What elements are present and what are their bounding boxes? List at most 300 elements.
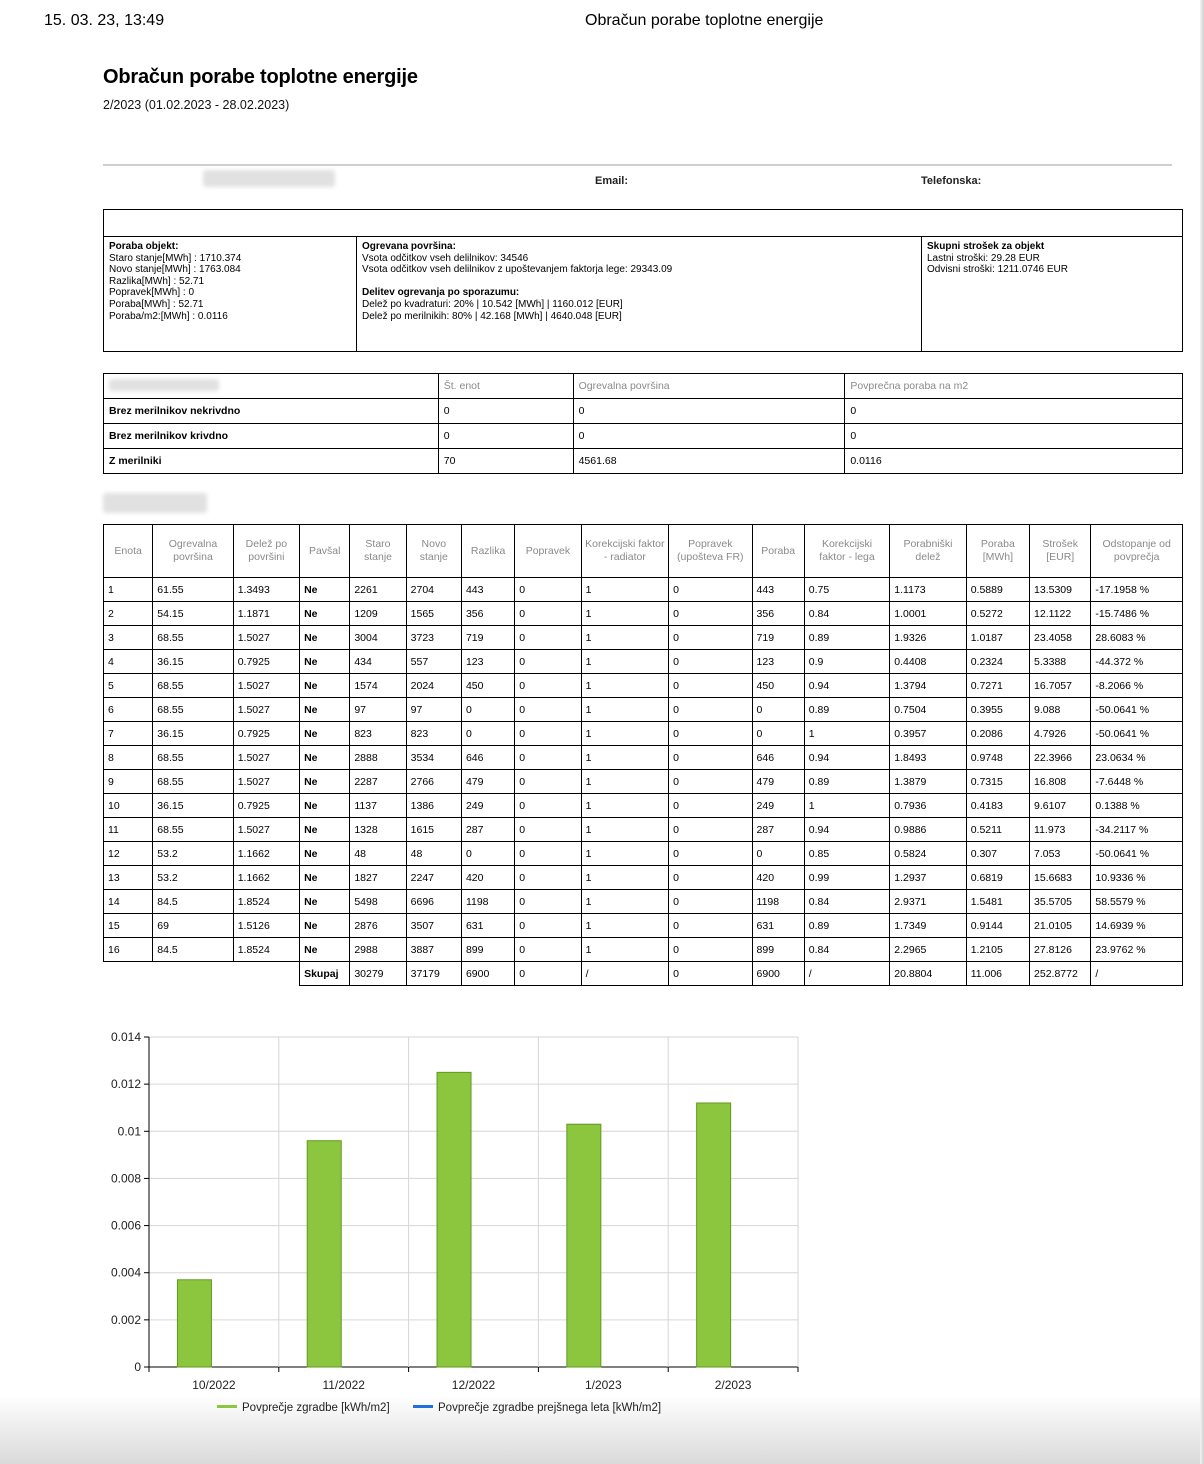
table-cell: 1.1662 xyxy=(233,866,299,890)
table-cell: 1.2937 xyxy=(890,866,966,890)
table-row xyxy=(104,722,1183,746)
summary-cell: 0 xyxy=(573,424,845,449)
table-cell: 479 xyxy=(752,770,804,794)
table-cell: 1.5027 xyxy=(233,770,299,794)
table-cell: 3507 xyxy=(406,914,461,938)
y-tick-label: 0.004 xyxy=(110,1265,141,1280)
heated-area-block xyxy=(357,237,921,351)
info-line: Razlika[MWh] : 52.71 xyxy=(109,275,205,287)
table-cell: Ne xyxy=(300,818,350,842)
table-cell: 68.55 xyxy=(153,770,233,794)
table-cell: 3723 xyxy=(406,626,461,650)
table-cell: 16.808 xyxy=(1030,770,1091,794)
table-row xyxy=(104,602,1183,626)
units-header-cell: Poraba xyxy=(752,525,804,578)
table-cell: 68.55 xyxy=(153,818,233,842)
table-cell: 631 xyxy=(752,914,804,938)
table-cell: 4.7926 xyxy=(1030,722,1091,746)
table-cell: 443 xyxy=(752,578,804,602)
table-cell: 0 xyxy=(669,842,752,866)
table-row xyxy=(104,770,1183,794)
table-cell: 5 xyxy=(104,674,153,698)
table-cell: 646 xyxy=(461,746,514,770)
table-cell: 68.55 xyxy=(153,626,233,650)
table-cell: 2.9371 xyxy=(890,890,966,914)
table-cell: 1 xyxy=(581,818,668,842)
table-row xyxy=(104,674,1183,698)
building-consumption-heading: Poraba objekt: xyxy=(109,241,179,252)
table-cell: 0.75 xyxy=(804,578,889,602)
table-cell: 443 xyxy=(461,578,514,602)
table-cell: 1 xyxy=(581,842,668,866)
table-cell: 646 xyxy=(752,746,804,770)
table-cell: 12.1122 xyxy=(1030,602,1091,626)
table-cell: 15.6683 xyxy=(1030,866,1091,890)
table-cell: -8.2066 % xyxy=(1091,674,1183,698)
table-cell: 9.6107 xyxy=(1030,794,1091,818)
total-row xyxy=(104,962,1183,986)
table-cell: 0 xyxy=(515,842,581,866)
table-row xyxy=(104,866,1183,890)
table-cell: 0.1388 % xyxy=(1091,794,1183,818)
table-cell: 0.2086 xyxy=(966,722,1029,746)
y-tick-label: 0.012 xyxy=(110,1077,141,1092)
total-cell: 20.8804 xyxy=(890,962,966,986)
info-line: Staro stanje[MWh] : 1710.374 xyxy=(109,252,242,264)
summary-row xyxy=(104,399,1183,424)
table-cell: 0 xyxy=(752,842,804,866)
table-cell: Ne xyxy=(300,602,350,626)
legend-item-previous xyxy=(413,1402,661,1414)
table-row xyxy=(104,842,1183,866)
table-cell: 9 xyxy=(104,770,153,794)
table-cell: 0.6819 xyxy=(966,866,1029,890)
table-cell: 1.5481 xyxy=(966,890,1029,914)
y-tick-label: 0.01 xyxy=(117,1124,141,1139)
table-cell: 0.3955 xyxy=(966,698,1029,722)
table-cell: 1.5027 xyxy=(233,674,299,698)
table-cell: 1.1871 xyxy=(233,602,299,626)
table-cell: 2 xyxy=(104,602,153,626)
table-row xyxy=(104,650,1183,674)
units-header-cell: Enota xyxy=(104,525,153,578)
table-cell: 23.9762 % xyxy=(1091,938,1183,962)
table-cell: -50.0641 % xyxy=(1091,698,1183,722)
table-cell: 1.3879 xyxy=(890,770,966,794)
table-cell: 0.84 xyxy=(804,938,889,962)
table-cell: 28.6083 % xyxy=(1091,626,1183,650)
table-cell: 0 xyxy=(515,866,581,890)
redacted-owner-name xyxy=(203,170,335,187)
table-cell: 1198 xyxy=(752,890,804,914)
total-cell: 6900 xyxy=(752,962,804,986)
table-cell: 0 xyxy=(669,602,752,626)
summary-cell: 70 xyxy=(438,449,573,474)
table-cell: 1.5027 xyxy=(233,626,299,650)
table-cell: 3534 xyxy=(406,746,461,770)
table-cell: 0.89 xyxy=(804,698,889,722)
table-cell: 58.5579 % xyxy=(1091,890,1183,914)
total-cell: 11.006 xyxy=(966,962,1029,986)
total-cell: / xyxy=(1091,962,1183,986)
summary-cell: 0 xyxy=(845,399,1183,424)
table-cell: 8 xyxy=(104,746,153,770)
table-cell: 899 xyxy=(752,938,804,962)
table-cell: 0 xyxy=(515,650,581,674)
table-cell: 2988 xyxy=(350,938,406,962)
units-header-cell: Novo stanje xyxy=(406,525,461,578)
table-cell: 16.7057 xyxy=(1030,674,1091,698)
table-cell: 1 xyxy=(581,698,668,722)
table-cell: 6 xyxy=(104,698,153,722)
table-cell: 36.15 xyxy=(153,722,233,746)
table-cell: 3887 xyxy=(406,938,461,962)
info-line: Lastni stroški: 29.28 EUR xyxy=(927,252,1040,264)
table-cell: 0.94 xyxy=(804,818,889,842)
table-cell: 68.55 xyxy=(153,674,233,698)
table-cell: 2876 xyxy=(350,914,406,938)
table-cell: 53.2 xyxy=(153,866,233,890)
table-cell: -50.0641 % xyxy=(1091,722,1183,746)
table-cell: -17.1958 % xyxy=(1091,578,1183,602)
summary-cell: 0 xyxy=(573,399,845,424)
table-cell: 84.5 xyxy=(153,890,233,914)
table-cell: 1.5027 xyxy=(233,698,299,722)
table-row xyxy=(104,818,1183,842)
summary-cell: 0.0116 xyxy=(845,449,1183,474)
summary-cell: 4561.68 xyxy=(573,449,845,474)
table-cell: 0 xyxy=(669,674,752,698)
total-cost-heading: Skupni strošek za objekt xyxy=(927,241,1045,252)
table-cell: 1 xyxy=(581,914,668,938)
print-header-title: Obračun porabe toplotne energije xyxy=(585,12,824,29)
table-cell: 0.7925 xyxy=(233,794,299,818)
table-cell: -44.372 % xyxy=(1091,650,1183,674)
total-cell: / xyxy=(581,962,668,986)
table-row xyxy=(104,890,1183,914)
table-cell: 1.0001 xyxy=(890,602,966,626)
table-cell: 0.7504 xyxy=(890,698,966,722)
legend-swatch-blue xyxy=(413,1405,433,1408)
summary-header-cell: Št. enot xyxy=(438,374,573,399)
table-cell: 0 xyxy=(669,770,752,794)
table-cell: 0 xyxy=(669,818,752,842)
x-tick-label: 10/2022 xyxy=(192,1378,236,1392)
heated-area-heading: Ogrevana površina: xyxy=(362,241,456,252)
table-cell: Ne xyxy=(300,674,350,698)
table-cell: 0.7925 xyxy=(233,650,299,674)
table-cell: 0 xyxy=(669,794,752,818)
bar xyxy=(697,1103,731,1367)
summary-header-cell: Ogrevalna površina xyxy=(573,374,845,399)
table-cell: 0.94 xyxy=(804,674,889,698)
summary-cell: 0 xyxy=(845,424,1183,449)
print-datetime: 15. 03. 23, 13:49 xyxy=(44,12,165,29)
table-cell: 54.15 xyxy=(153,602,233,626)
bar xyxy=(567,1124,601,1367)
table-cell: 23.4058 xyxy=(1030,626,1091,650)
table-cell: 3004 xyxy=(350,626,406,650)
table-cell: 1 xyxy=(581,890,668,914)
table-cell: 1.2105 xyxy=(966,938,1029,962)
table-cell: 5498 xyxy=(350,890,406,914)
bar xyxy=(307,1141,341,1367)
table-cell: -50.0641 % xyxy=(1091,842,1183,866)
table-cell: 5.3388 xyxy=(1030,650,1091,674)
billing-period: 2/2023 (01.02.2023 - 28.02.2023) xyxy=(103,98,290,112)
table-cell: 0.5889 xyxy=(966,578,1029,602)
table-cell: 0 xyxy=(669,914,752,938)
units-header-cell: Ogrevalna površina xyxy=(153,525,233,578)
table-cell: 1.8524 xyxy=(233,938,299,962)
table-cell: 7 xyxy=(104,722,153,746)
summary-cell: Brez merilnikov nekrivdno xyxy=(104,399,439,424)
units-header-cell: Staro stanje xyxy=(350,525,406,578)
email-label: Email: xyxy=(595,175,629,187)
table-cell: 0 xyxy=(669,626,752,650)
table-cell: 13.5309 xyxy=(1030,578,1091,602)
table-cell: 1386 xyxy=(406,794,461,818)
table-cell: 1 xyxy=(581,770,668,794)
info-line: Poraba[MWh] : 52.71 xyxy=(109,298,204,310)
x-tick-label: 1/2023 xyxy=(584,1378,622,1392)
table-cell: 287 xyxy=(461,818,514,842)
table-cell: 0.99 xyxy=(804,866,889,890)
units-header-row xyxy=(104,525,1183,578)
table-cell: 0 xyxy=(461,722,514,746)
table-cell: 479 xyxy=(461,770,514,794)
building-consumption-block xyxy=(104,237,356,351)
table-cell: 61.55 xyxy=(153,578,233,602)
table-cell: 249 xyxy=(461,794,514,818)
info-line: Delež po merilnikih: 80% | 42.168 [MWh] | 4640.048 [EUR] xyxy=(362,310,622,322)
table-cell: 7.053 xyxy=(1030,842,1091,866)
table-cell: Ne xyxy=(300,650,350,674)
redacted-section-title xyxy=(103,493,207,513)
y-tick-label: 0.008 xyxy=(110,1171,141,1186)
summary-cell: Z merilniki xyxy=(104,449,439,474)
table-cell: 1 xyxy=(804,722,889,746)
table-cell: Ne xyxy=(300,770,350,794)
table-cell: 23.0634 % xyxy=(1091,746,1183,770)
table-cell: 0 xyxy=(461,842,514,866)
info-line: Novo stanje[MWh] : 1763.084 xyxy=(109,264,241,276)
units-header-cell: Odstopanje od povprečja xyxy=(1091,525,1183,578)
summary-header-cell: Povprečna poraba na m2 xyxy=(845,374,1183,399)
table-cell: 0 xyxy=(669,722,752,746)
legend-label: Povprečje zgradbe [kWh/m2] xyxy=(242,1402,390,1414)
table-cell: 0.9748 xyxy=(966,746,1029,770)
table-cell: 356 xyxy=(752,602,804,626)
table-cell: 0.4183 xyxy=(966,794,1029,818)
units-header-cell: Delež po površini xyxy=(233,525,299,578)
table-cell: 823 xyxy=(406,722,461,746)
consumption-chart xyxy=(100,1025,810,1400)
table-cell: 84.5 xyxy=(153,938,233,962)
table-cell: 1209 xyxy=(350,602,406,626)
table-cell: 0 xyxy=(515,722,581,746)
table-cell: 48 xyxy=(350,842,406,866)
table-row xyxy=(104,698,1183,722)
y-tick-label: 0.014 xyxy=(110,1030,141,1044)
table-row xyxy=(104,746,1183,770)
table-cell: 0 xyxy=(669,746,752,770)
table-cell: Ne xyxy=(300,914,350,938)
table-cell: 0.3957 xyxy=(890,722,966,746)
table-cell: 1.7349 xyxy=(890,914,966,938)
table-cell: 4 xyxy=(104,650,153,674)
table-cell: 0.89 xyxy=(804,770,889,794)
units-header-cell: Strošek [EUR] xyxy=(1030,525,1091,578)
summary-row xyxy=(104,424,1183,449)
table-cell: 1137 xyxy=(350,794,406,818)
table-cell: 2261 xyxy=(350,578,406,602)
table-cell: 1.5027 xyxy=(233,818,299,842)
table-cell: 899 xyxy=(461,938,514,962)
table-cell: 68.55 xyxy=(153,746,233,770)
table-cell: -34.2117 % xyxy=(1091,818,1183,842)
table-cell: 0 xyxy=(515,578,581,602)
legend-item-current xyxy=(217,1402,390,1414)
table-cell: 1 xyxy=(581,746,668,770)
table-cell: 1.1662 xyxy=(233,842,299,866)
units-header-cell: Popravek xyxy=(515,525,581,578)
total-cost-block xyxy=(922,237,1182,351)
table-cell: 2888 xyxy=(350,746,406,770)
table-cell: 2287 xyxy=(350,770,406,794)
table-cell: 0.7271 xyxy=(966,674,1029,698)
table-cell: 249 xyxy=(752,794,804,818)
table-row xyxy=(104,578,1183,602)
table-cell: 1 xyxy=(581,938,668,962)
table-cell: 631 xyxy=(461,914,514,938)
table-cell: 0 xyxy=(669,890,752,914)
summary-table xyxy=(103,373,1183,474)
bar xyxy=(437,1072,471,1367)
table-cell: 123 xyxy=(461,650,514,674)
table-cell: Ne xyxy=(300,578,350,602)
table-cell: 1198 xyxy=(461,890,514,914)
table-cell: 1 xyxy=(581,650,668,674)
page-title: Obračun porabe toplotne energije xyxy=(103,66,418,88)
table-cell: 27.8126 xyxy=(1030,938,1091,962)
table-cell: 1 xyxy=(104,578,153,602)
table-cell: 0.307 xyxy=(966,842,1029,866)
table-cell: 1.3493 xyxy=(233,578,299,602)
info-line: Vsota odčitkov vseh delilnikov z upoštevanjem faktorja lege: 29343.09 xyxy=(362,264,673,276)
table-cell: 450 xyxy=(461,674,514,698)
table-cell: 97 xyxy=(350,698,406,722)
table-row xyxy=(104,914,1183,938)
table-cell: 35.5705 xyxy=(1030,890,1091,914)
table-cell: 0.2324 xyxy=(966,650,1029,674)
table-cell: 1.0187 xyxy=(966,626,1029,650)
table-cell: 2247 xyxy=(406,866,461,890)
units-header-cell: Razlika xyxy=(461,525,514,578)
table-cell: 356 xyxy=(461,602,514,626)
table-cell: 0 xyxy=(669,866,752,890)
units-table xyxy=(103,524,1183,986)
table-cell: 0.85 xyxy=(804,842,889,866)
table-cell: 13 xyxy=(104,866,153,890)
table-cell: 420 xyxy=(752,866,804,890)
table-cell: 12 xyxy=(104,842,153,866)
y-tick-label: 0.006 xyxy=(110,1218,141,1233)
units-header-cell: Korekcijski faktor - lega xyxy=(804,525,889,578)
table-cell: 0 xyxy=(752,722,804,746)
table-cell: 0.84 xyxy=(804,602,889,626)
table-cell: 1.3794 xyxy=(890,674,966,698)
table-cell: 0 xyxy=(752,698,804,722)
legend-swatch-green xyxy=(217,1405,237,1408)
table-cell: 0.5211 xyxy=(966,818,1029,842)
summary-row xyxy=(104,449,1183,474)
y-tick-label: 0 xyxy=(134,1360,141,1374)
x-tick-label: 2/2023 xyxy=(714,1378,752,1392)
table-row xyxy=(104,938,1183,962)
table-cell: 14 xyxy=(104,890,153,914)
table-cell: 1.5126 xyxy=(233,914,299,938)
info-line: Poraba/m2:[MWh] : 0.0116 xyxy=(109,310,228,322)
total-cell: 6900 xyxy=(461,962,514,986)
table-cell: 123 xyxy=(752,650,804,674)
table-cell: 719 xyxy=(752,626,804,650)
table-cell: Ne xyxy=(300,794,350,818)
table-cell: 1 xyxy=(581,626,668,650)
table-cell: Ne xyxy=(300,746,350,770)
summary-cell: Brez merilnikov krivdno xyxy=(104,424,439,449)
table-cell: 0 xyxy=(515,890,581,914)
units-header-cell: Porabniški delež xyxy=(890,525,966,578)
table-cell: Ne xyxy=(300,842,350,866)
table-cell: 16 xyxy=(104,938,153,962)
table-cell: Ne xyxy=(300,938,350,962)
table-cell: 68.55 xyxy=(153,698,233,722)
empty-cell xyxy=(233,962,299,986)
heating-split-heading: Delitev ogrevanja po sporazumu: xyxy=(362,287,520,299)
table-cell: 21.0105 xyxy=(1030,914,1091,938)
table-cell: -15.7486 % xyxy=(1091,602,1183,626)
table-cell: 0.7315 xyxy=(966,770,1029,794)
table-cell: 1.1173 xyxy=(890,578,966,602)
table-cell: Ne xyxy=(300,890,350,914)
table-cell: 0 xyxy=(669,938,752,962)
table-cell: 0 xyxy=(515,770,581,794)
table-cell: 0.5272 xyxy=(966,602,1029,626)
table-row xyxy=(104,794,1183,818)
table-cell: 97 xyxy=(406,698,461,722)
info-top-band xyxy=(104,210,1182,237)
table-cell: 1 xyxy=(581,722,668,746)
x-tick-label: 11/2022 xyxy=(322,1378,365,1392)
table-cell: 10 xyxy=(104,794,153,818)
table-cell: 0 xyxy=(669,698,752,722)
units-table-body xyxy=(104,578,1183,986)
table-cell: Ne xyxy=(300,722,350,746)
table-cell: 11 xyxy=(104,818,153,842)
table-cell: 0 xyxy=(515,914,581,938)
table-cell: 1.5027 xyxy=(233,746,299,770)
table-cell: 1 xyxy=(804,794,889,818)
table-cell: 22.3966 xyxy=(1030,746,1091,770)
table-cell: 0 xyxy=(515,818,581,842)
table-cell: 9.088 xyxy=(1030,698,1091,722)
total-cell: / xyxy=(804,962,889,986)
summary-header-cell xyxy=(104,374,439,399)
table-cell: 450 xyxy=(752,674,804,698)
total-cell: 37179 xyxy=(406,962,461,986)
table-cell: 420 xyxy=(461,866,514,890)
